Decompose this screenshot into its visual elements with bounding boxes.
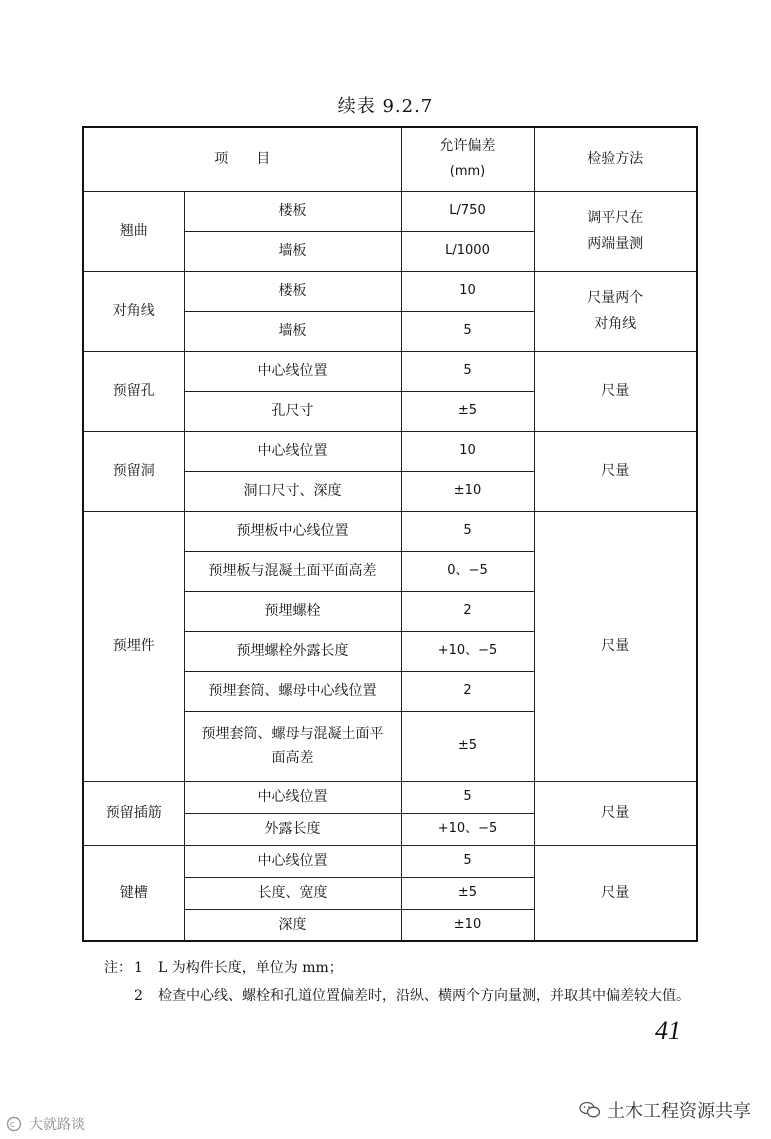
method-cell xyxy=(534,511,697,781)
header-tolerance xyxy=(401,127,534,191)
method-cell xyxy=(534,271,697,351)
method-cell xyxy=(534,845,697,941)
tolerance-cell: ±10 xyxy=(401,471,534,511)
item-cell: 预埋套筒、螺母与混凝土面平面高差 xyxy=(184,711,401,781)
watermark-right-text: 土木工程资源共享 xyxy=(607,1101,751,1122)
header-tolerance-unit: (mm) xyxy=(449,164,486,180)
item-cell: 预埋螺栓 xyxy=(184,591,401,631)
method-line: 尺量 xyxy=(601,383,630,399)
method-line: 对角线 xyxy=(594,316,637,332)
table-row xyxy=(83,351,697,391)
tolerance-cell: ±10 xyxy=(401,909,534,941)
svg-text:C: C xyxy=(10,1121,15,1129)
item-cell: 预埋套筒、螺母中心线位置 xyxy=(184,671,401,711)
item-cell: 中心线位置 xyxy=(184,431,401,471)
tolerance-cell: ±5 xyxy=(401,391,534,431)
tolerance-cell: 2 xyxy=(401,671,534,711)
group-name-cell: 预留插筋 xyxy=(83,781,184,845)
page-number: 41 xyxy=(655,1016,681,1045)
note-text: L 为构件长度，单位为 mm； xyxy=(158,960,343,976)
group-name-cell: 预留洞 xyxy=(83,431,184,511)
watermark-left xyxy=(6,1114,85,1134)
item-cell: 预埋板与混凝土面平面高差 xyxy=(184,551,401,591)
method-line: 尺量 xyxy=(601,884,630,901)
tolerance-cell: 5 xyxy=(401,351,534,391)
table-row xyxy=(83,191,697,231)
item-cell: 楼板 xyxy=(184,191,401,231)
tolerance-cell: 0、−5 xyxy=(401,551,534,591)
method-cell xyxy=(534,781,697,845)
group-name-cell: 对角线 xyxy=(83,271,184,351)
group-name-cell: 预留孔 xyxy=(83,351,184,431)
tolerance-cell: ±5 xyxy=(401,711,534,781)
table-caption: 续表 9.2.7 xyxy=(337,96,434,117)
method-line: 两端量测 xyxy=(587,236,644,252)
tolerance-cell: 5 xyxy=(401,311,534,351)
item-cell: 楼板 xyxy=(184,271,401,311)
tolerance-cell: 5 xyxy=(401,511,534,551)
table-header-row xyxy=(83,127,697,191)
item-cell: 墙板 xyxy=(184,311,401,351)
watermark-left-text: 大就路谈 xyxy=(29,1117,85,1133)
method-cell xyxy=(534,191,697,271)
note-item xyxy=(104,982,724,1010)
item-cell: 长度、宽度 xyxy=(184,877,401,909)
item-cell: 墙板 xyxy=(184,231,401,271)
watermark-right xyxy=(579,1097,751,1123)
tolerance-cell: L/750 xyxy=(401,191,534,231)
tolerance-cell: ±5 xyxy=(401,877,534,909)
notes xyxy=(104,954,724,1010)
note-number: 2 xyxy=(134,988,143,1004)
header-method: 检验方法 xyxy=(534,127,697,191)
wechat-icon xyxy=(579,1101,601,1119)
tolerance-cell: 10 xyxy=(401,271,534,311)
group-name-cell: 键槽 xyxy=(83,845,184,941)
table-row xyxy=(83,271,697,311)
table-row xyxy=(83,845,697,877)
item-cell: 孔尺寸 xyxy=(184,391,401,431)
item-cell: 预埋螺栓外露长度 xyxy=(184,631,401,671)
item-cell: 中心线位置 xyxy=(184,781,401,813)
table-body xyxy=(83,127,697,941)
item-cell: 中心线位置 xyxy=(184,351,401,391)
table-row xyxy=(83,511,697,551)
tolerance-table xyxy=(82,126,698,942)
tolerance-cell: +10、−5 xyxy=(401,631,534,671)
note-text: 检查中心线、螺栓和孔道位置偏差时，沿纵、横两个方向量测，并取其中偏差较大值。 xyxy=(158,988,690,1004)
note-number: 1 xyxy=(134,960,143,976)
table-row xyxy=(83,781,697,813)
tolerance-cell: 10 xyxy=(401,431,534,471)
item-cell: 外露长度 xyxy=(184,813,401,845)
cc-logo-icon xyxy=(6,1116,26,1132)
method-line: 尺量 xyxy=(601,463,630,479)
item-cell: 中心线位置 xyxy=(184,845,401,877)
method-line: 尺量 xyxy=(601,805,630,821)
tolerance-cell: 5 xyxy=(401,781,534,813)
note-item xyxy=(104,954,724,982)
method-cell xyxy=(534,351,697,431)
tolerance-cell: 2 xyxy=(401,591,534,631)
method-line: 尺量两个 xyxy=(587,290,644,306)
notes-label: 注： xyxy=(104,960,132,976)
method-line: 尺量 xyxy=(601,638,630,654)
tolerance-cell: 5 xyxy=(401,845,534,877)
method-cell xyxy=(534,431,697,511)
tolerance-cell: L/1000 xyxy=(401,231,534,271)
group-name-cell: 预埋件 xyxy=(83,511,184,781)
tolerance-cell: +10、−5 xyxy=(401,813,534,845)
header-item: 项 目 xyxy=(83,127,401,191)
item-cell: 洞口尺寸、深度 xyxy=(184,471,401,511)
item-cell: 深度 xyxy=(184,909,401,941)
item-cell: 预埋板中心线位置 xyxy=(184,511,401,551)
group-name-cell: 翘曲 xyxy=(83,191,184,271)
table-row xyxy=(83,431,697,471)
method-line: 调平尺在 xyxy=(587,210,644,226)
header-tolerance-line1: 允许偏差 xyxy=(439,138,496,155)
